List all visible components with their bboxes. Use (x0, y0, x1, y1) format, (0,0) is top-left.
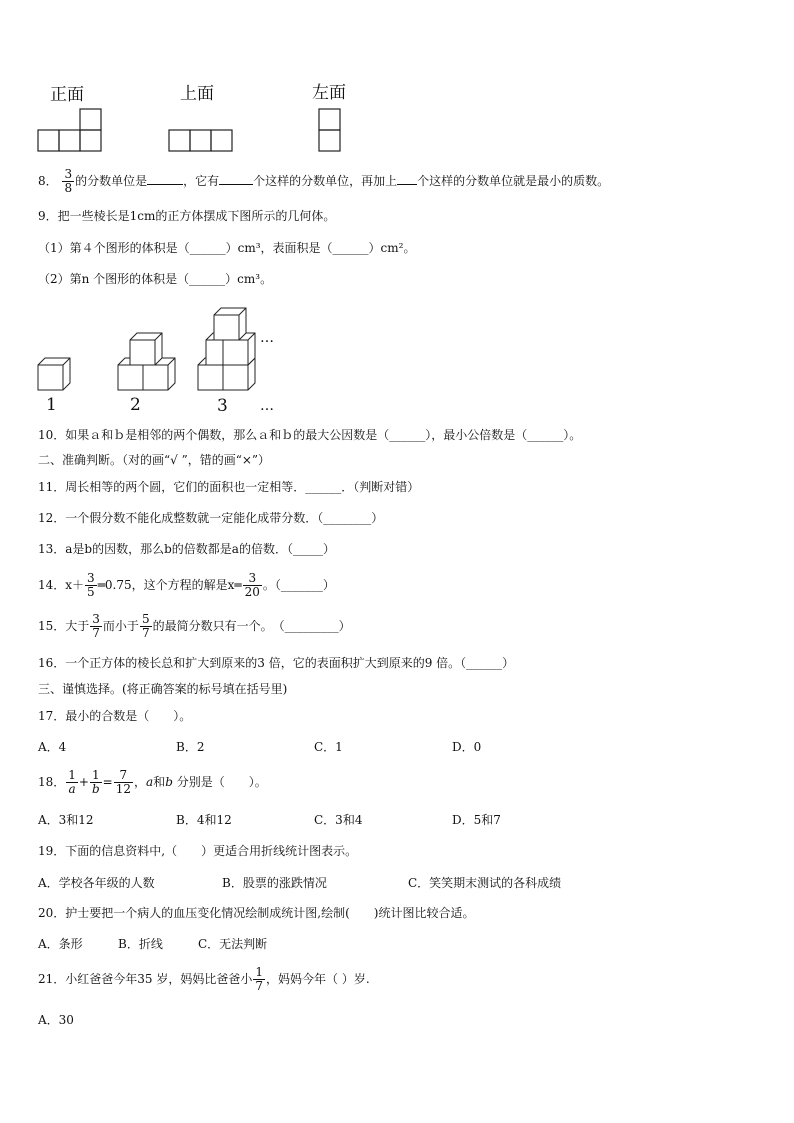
front-view-label: 正面 (50, 85, 84, 105)
q18-option-c[interactable]: C．3和4 (314, 813, 363, 827)
q21-option-a[interactable]: A．30 (38, 1013, 74, 1027)
cube (130, 333, 162, 365)
q20-option-b[interactable]: B．折线 (118, 937, 163, 951)
left-view-label: 左面 (312, 83, 346, 103)
fraction-3-7 (90, 613, 102, 640)
question-text: 分别是（ ）。 (176, 775, 267, 789)
fraction-1-7 (253, 966, 265, 993)
question-text: 而小于 (102, 619, 139, 633)
question-text: ，它有 (183, 174, 220, 188)
fraction-7-12 (114, 769, 133, 796)
variable-a: a (146, 775, 154, 789)
question-text: 21．小红爸爸今年35 岁，妈妈比爸爸小 (38, 972, 253, 986)
question-21 (38, 962, 370, 996)
fraction-denominator: b (91, 782, 100, 796)
fraction-numerator: 3 (243, 572, 262, 586)
fraction-numerator: 1 (68, 768, 76, 782)
question-9-sub-1: （1）第４个图形的体积是（______）cm³，表面积是（______）cm²。 (38, 241, 416, 255)
section-3-heading: 三、谨慎选择。(将正确答案的标号填在括号里) (38, 682, 288, 696)
fraction-numerator: 7 (114, 769, 133, 783)
question-text: 。（_______） (262, 578, 335, 592)
fraction-denominator: 7 (255, 979, 263, 993)
fraction-denominator: 7 (141, 626, 150, 640)
fraction-denominator: 8 (64, 181, 73, 195)
left-view-square (319, 130, 340, 151)
q18-option-b[interactable]: B．4和12 (176, 813, 232, 827)
question-16: 16．一个正方体的棱长总和扩大到原来的3 倍，它的表面积扩大到原来的9 倍。（______） (38, 656, 515, 670)
top-view-square (190, 130, 211, 151)
fraction-1-over-b (90, 769, 102, 796)
question-8 (38, 168, 609, 195)
figure-label-2: 2 (130, 395, 141, 415)
q17-option-b[interactable]: B．2 (176, 740, 205, 754)
fraction-1-over-a (66, 769, 78, 796)
section-2-heading: 二、准确判断。（对的画“√ ”，错的画“×”） (38, 453, 271, 467)
question-number: 8． (38, 174, 58, 188)
fraction-denominator: 20 (244, 585, 260, 599)
answer-blank[interactable] (147, 172, 183, 185)
ellipsis-top: … (260, 330, 274, 346)
fraction-3-20 (243, 572, 262, 599)
question-15 (38, 609, 351, 643)
q20-option-a[interactable]: A．条形 (38, 937, 83, 951)
q20-option-c[interactable]: C．无法判断 (198, 937, 268, 951)
question-text: ，妈妈今年（ ）岁. (266, 972, 370, 986)
question-13: 13．a是b的因数，那么b的倍数都是a的倍数．（_____） (38, 542, 335, 556)
fraction-denominator: 12 (115, 782, 132, 796)
fraction-numerator: 3 (64, 167, 73, 181)
q17-option-d[interactable]: D．0 (452, 740, 482, 754)
cube (38, 358, 70, 390)
q17-option-a[interactable]: A．4 (38, 740, 67, 754)
q18-option-a[interactable]: A．3和12 (38, 813, 94, 827)
fraction-denominator: 5 (87, 585, 95, 599)
top-view-square (169, 130, 190, 151)
cube-stacks-figure (34, 296, 294, 396)
question-text: 和 (153, 775, 166, 789)
answer-blank[interactable] (397, 172, 417, 185)
q19-option-c[interactable]: C．笑笑期末测试的各科成绩 (408, 876, 562, 890)
variable-b: b (165, 775, 173, 789)
fraction-3-8 (62, 168, 74, 195)
fraction-3-5 (85, 572, 97, 599)
question-9: 9．把一些棱长是1cm的正方体摆成下图所示的几何体。 (38, 209, 336, 223)
left-view-square (319, 109, 340, 130)
question-10: 10．如果ａ和ｂ是相邻的两个偶数，那么ａ和ｂ的最大公因数是（______），最小公倍数是（______）。 (38, 428, 582, 442)
question-14 (38, 568, 335, 602)
question-17: 17．最小的合数是（ ）。 (38, 709, 192, 723)
top-view-square (211, 130, 232, 151)
fraction-numerator: 1 (255, 965, 263, 979)
question-text: 的分数单位是 (75, 174, 148, 188)
question-19: 19．下面的信息资料中,（ ）更适合用折线统计图表示。 (38, 844, 358, 858)
front-view-square (38, 130, 59, 151)
front-view-square (80, 130, 101, 151)
q19-option-b[interactable]: B．股票的涨跌情况 (222, 876, 327, 890)
answer-blank[interactable] (219, 172, 253, 185)
cube (214, 308, 246, 340)
q17-option-c[interactable]: C．1 (314, 740, 343, 754)
question-number: 18． (38, 775, 66, 789)
question-9-sub-2: （2）第n 个图形的体积是（______）cm³。 (38, 272, 273, 286)
three-views-figure (36, 104, 356, 156)
top-view-label: 上面 (180, 84, 214, 104)
fraction-numerator: 5 (141, 612, 150, 626)
question-11: 11．周长相等的两个圆，它们的面积也一定相等．______．（判断对错） (38, 480, 420, 494)
fraction-denominator: 7 (92, 626, 100, 640)
question-text: ═0.75，这个方程的解是x═ (97, 578, 242, 592)
fraction-numerator: 3 (92, 612, 100, 626)
fraction-5-7 (140, 613, 152, 640)
question-text: 个这样的分数单位就是最小的质数。 (417, 174, 610, 188)
q19-option-a[interactable]: A．学校各年级的人数 (38, 876, 155, 890)
question-text: 的最简分数只有一个。 （_________） (152, 619, 351, 633)
figure-label-3: 3 (217, 396, 228, 416)
figure-label-1: 1 (46, 395, 57, 415)
fraction-numerator: 3 (87, 571, 95, 585)
question-text: 14．x＋ (38, 578, 85, 592)
front-view-square (80, 109, 101, 130)
q18-option-d[interactable]: D．5和7 (452, 813, 501, 827)
ellipsis-bottom: … (260, 398, 274, 414)
question-text: 个这样的分数单位，再加上 (253, 174, 398, 188)
question-18: 18． $\frac{1}{a}$ + $\frac{1}{b}$ = $\frac{7}{12}$ ，a和b 分别是（ ）。 (38, 768, 267, 796)
fraction-denominator: a (68, 782, 76, 796)
question-20: 20．护士要把一个病人的血压变化情况绘制成统计图,绘制( )统计图比较合适。 (38, 906, 475, 920)
front-view-square (59, 130, 80, 151)
question-text: 15．大于 (38, 619, 90, 633)
fraction-numerator: 1 (90, 769, 102, 783)
question-12: 12．一个假分数不能化成整数就一定能化成带分数．（________） (38, 511, 384, 525)
